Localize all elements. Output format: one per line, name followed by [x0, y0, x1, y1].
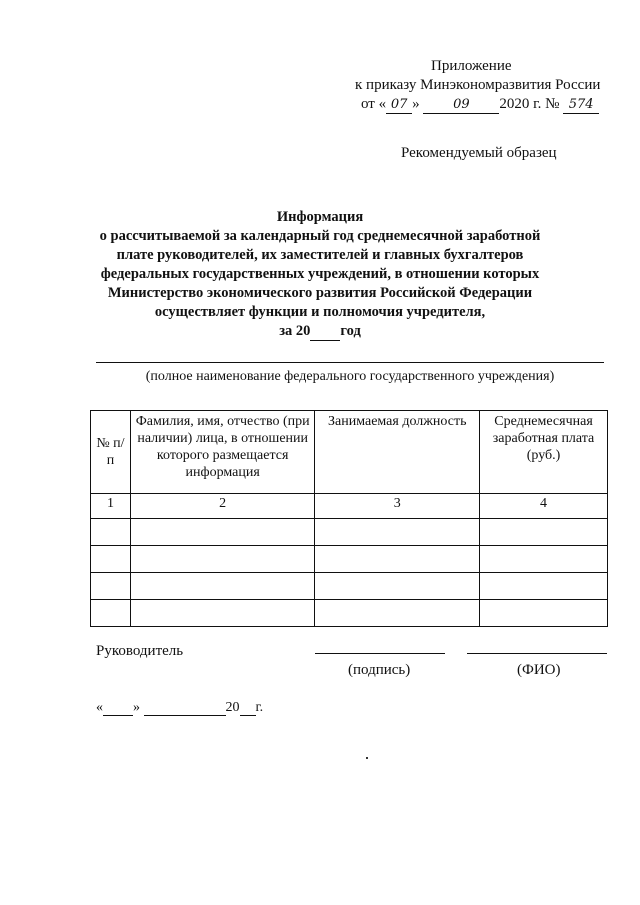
signature-caption: (подпись) — [348, 662, 411, 678]
table-cell[interactable] — [91, 600, 131, 627]
table-row — [91, 600, 608, 627]
appendix-title: Приложение — [431, 58, 512, 74]
order-year-text: 2020 г. № — [499, 96, 560, 112]
table-cell[interactable] — [91, 573, 131, 600]
order-day: 07 — [386, 97, 412, 114]
order-number: 574 — [563, 97, 599, 114]
appendix-date-number — [355, 95, 600, 114]
table-cell[interactable] — [130, 573, 315, 600]
table-cell[interactable] — [315, 519, 480, 546]
date-year-prefix: 20 — [225, 700, 240, 715]
table-cell[interactable] — [130, 546, 315, 573]
date-year-suffix: г. — [255, 700, 264, 715]
title-heading: Информация — [276, 209, 364, 225]
title-year-suffix: год — [340, 323, 361, 339]
table-cell[interactable] — [130, 519, 315, 546]
column-number: 1 — [91, 494, 131, 519]
table-row — [91, 519, 608, 546]
org-name-caption: (полное наименование федерального государственного учреждения) — [145, 369, 555, 384]
table-row — [91, 573, 608, 600]
close-quote: » — [412, 96, 420, 112]
date-open-quote: « — [96, 700, 103, 715]
table-row — [91, 546, 608, 573]
header-number: № п/п — [91, 411, 131, 494]
header-position: Занимаемая должность — [315, 411, 480, 494]
date-line — [96, 700, 263, 716]
signature-line — [315, 653, 445, 654]
scan-speck — [366, 757, 368, 759]
appendix-block — [355, 57, 600, 114]
org-name-line — [96, 362, 604, 363]
fio-caption: (ФИО) — [517, 662, 561, 678]
from-prefix: от « — [361, 96, 387, 112]
table-cell[interactable] — [480, 600, 608, 627]
appendix-order-ref: к приказу Минэкономразвития России — [355, 77, 601, 93]
date-month-blank — [144, 701, 226, 716]
title-line-3: федеральных государственных учреждений, в отношении которых — [100, 266, 540, 282]
head-label: Руководитель — [96, 643, 184, 659]
title-year-blank — [310, 326, 340, 341]
title-line-5: осуществляет функции и полномочия учредителя, — [154, 304, 486, 320]
title-line-4: Министерство экономического развития Российской Федерации — [107, 285, 533, 301]
column-number-row — [91, 494, 608, 519]
header-salary: Среднемесячная заработная плата (руб.) — [480, 411, 608, 494]
header-full-name: Фамилия, имя, отчество (при наличии) лица, в отношении которого размещается информация — [130, 411, 315, 494]
table-cell[interactable] — [315, 573, 480, 600]
table-header-row — [91, 411, 608, 494]
table-cell[interactable] — [480, 573, 608, 600]
table-cell[interactable] — [91, 519, 131, 546]
title-year-prefix: за 20 — [279, 323, 311, 339]
table-cell[interactable] — [130, 600, 315, 627]
column-number: 4 — [480, 494, 608, 519]
column-number: 3 — [315, 494, 480, 519]
title-year-line — [80, 322, 560, 341]
date-close-quote: » — [133, 700, 140, 715]
date-year-blank — [240, 701, 256, 716]
title-line-1: о рассчитываемой за календарный год среднемесячной заработной — [99, 228, 541, 244]
fio-line — [467, 653, 607, 654]
date-day-blank — [103, 701, 133, 716]
table-cell[interactable] — [315, 546, 480, 573]
column-number: 2 — [130, 494, 315, 519]
table-cell[interactable] — [480, 519, 608, 546]
order-month: 09 — [423, 97, 499, 114]
table-cell[interactable] — [480, 546, 608, 573]
document-title — [80, 208, 560, 341]
table-cell[interactable] — [315, 600, 480, 627]
title-line-2: плате руководителей, их заместителей и главных бухгалтеров — [116, 247, 524, 263]
table-cell[interactable] — [91, 546, 131, 573]
recommended-sample-label: Рекомендуемый образец — [401, 145, 557, 161]
salary-table — [90, 410, 608, 627]
